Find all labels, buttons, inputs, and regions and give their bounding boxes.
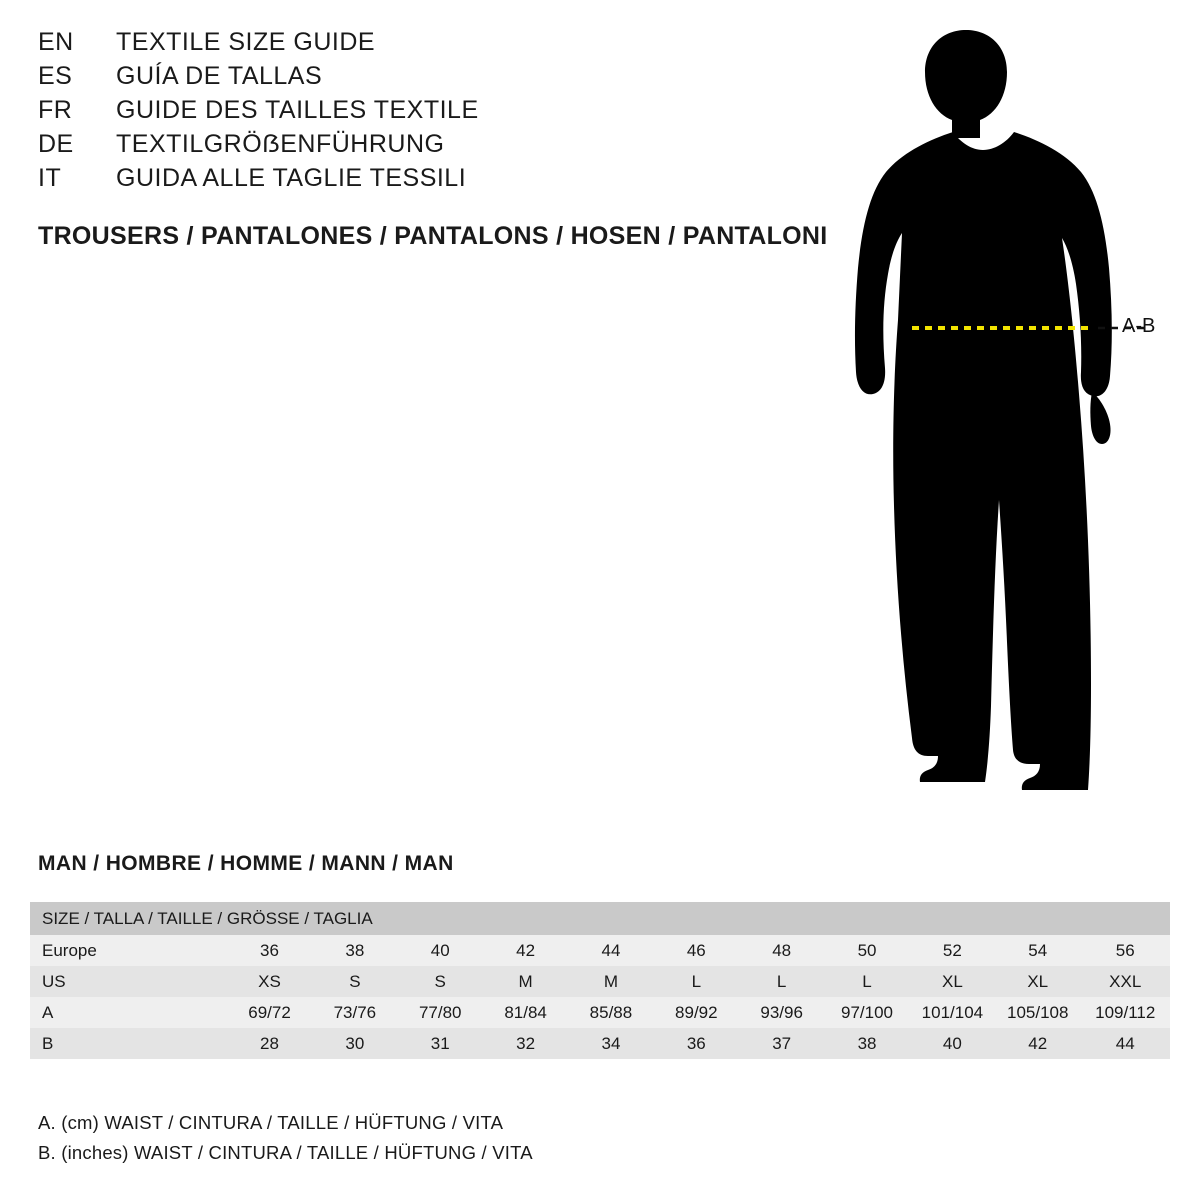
row-label: B [30,1028,227,1059]
size-table [30,902,1170,1059]
language-title: TEXTILGRÖẞENFÜHRUNG [116,130,445,158]
figure-illustration [820,20,1200,800]
table-cell: 36 [654,1028,739,1059]
table-cell: 50 [824,935,909,966]
table-cell: 36 [227,935,312,966]
table-cell: 28 [227,1028,312,1059]
language-title: TEXTILE SIZE GUIDE [116,28,376,56]
table-cell: 77/80 [398,997,483,1028]
language-title: GUIDE DES TAILLES TEXTILE [116,96,479,124]
table-cell: 31 [398,1028,483,1059]
table-cell: 54 [995,935,1080,966]
row-label: Europe [30,935,227,966]
table-cell: 89/92 [654,997,739,1028]
table-cell: 81/84 [483,997,568,1028]
table-cell: 73/76 [312,997,397,1028]
table-cell: L [739,966,824,997]
language-code: ES [38,62,73,90]
table-cell: 38 [312,935,397,966]
table-header-label: SIZE / TALLA / TAILLE / GRÖSSE / TAGLIA [30,902,1170,935]
language-code: DE [38,130,74,158]
table-cell: 34 [568,1028,653,1059]
table-cell: XS [227,966,312,997]
row-label: US [30,966,227,997]
table-cell: XL [910,966,995,997]
table-cell: L [654,966,739,997]
footnotes [38,1108,938,1168]
language-code: EN [38,28,74,56]
table-cell: 97/100 [824,997,909,1028]
table-cell: S [312,966,397,997]
table-section-title: MAN / HOMBRE / HOMME / MANN / MAN [38,852,454,875]
table-cell: XL [995,966,1080,997]
language-code: FR [38,96,73,124]
table-cell: 56 [1080,935,1170,966]
man-silhouette-icon [820,20,1200,800]
table-cell: 44 [1080,1028,1170,1059]
table-cell: 93/96 [739,997,824,1028]
language-code: IT [38,164,62,192]
table-cell: 40 [398,935,483,966]
table-cell: 46 [654,935,739,966]
table-cell: 52 [910,935,995,966]
footnote-a: A. (cm) WAIST / CINTURA / TAILLE / HÜFTUNG / VITA [38,1112,504,1133]
table-cell: 85/88 [568,997,653,1028]
garment-type-line: TROUSERS / PANTALONES / PANTALONS / HOSEN / PANTALONI [38,222,828,250]
language-row [38,130,798,164]
table-cell: 38 [824,1028,909,1059]
table-cell: M [568,966,653,997]
table-cell: 101/104 [910,997,995,1028]
table-cell: 44 [568,935,653,966]
table-cell: 40 [910,1028,995,1059]
language-row [38,62,798,96]
table-cell: 69/72 [227,997,312,1028]
table-cell: S [398,966,483,997]
table-cell: XXL [1080,966,1170,997]
table-row [30,1028,1170,1059]
table-cell: 48 [739,935,824,966]
table-row [30,966,1170,997]
table-cell: 42 [483,935,568,966]
language-title: GUÍA DE TALLAS [116,62,323,90]
table-cell: 105/108 [995,997,1080,1028]
language-title-block [38,28,798,198]
table-header-row [30,902,1170,935]
measure-label-ab: A-B [1122,315,1156,337]
table-row [30,997,1170,1028]
table-cell: M [483,966,568,997]
table-cell: 42 [995,1028,1080,1059]
language-row [38,96,798,130]
language-row [38,28,798,62]
row-label: A [30,997,227,1028]
table-cell: 37 [739,1028,824,1059]
table-cell: 32 [483,1028,568,1059]
table-row [30,935,1170,966]
footnote-b: B. (inches) WAIST / CINTURA / TAILLE / HÜFTUNG / VITA [38,1142,533,1163]
language-row [38,164,798,198]
table-cell: 109/112 [1080,997,1170,1028]
table-cell: 30 [312,1028,397,1059]
language-title: GUIDA ALLE TAGLIE TESSILI [116,164,467,192]
table-cell: L [824,966,909,997]
